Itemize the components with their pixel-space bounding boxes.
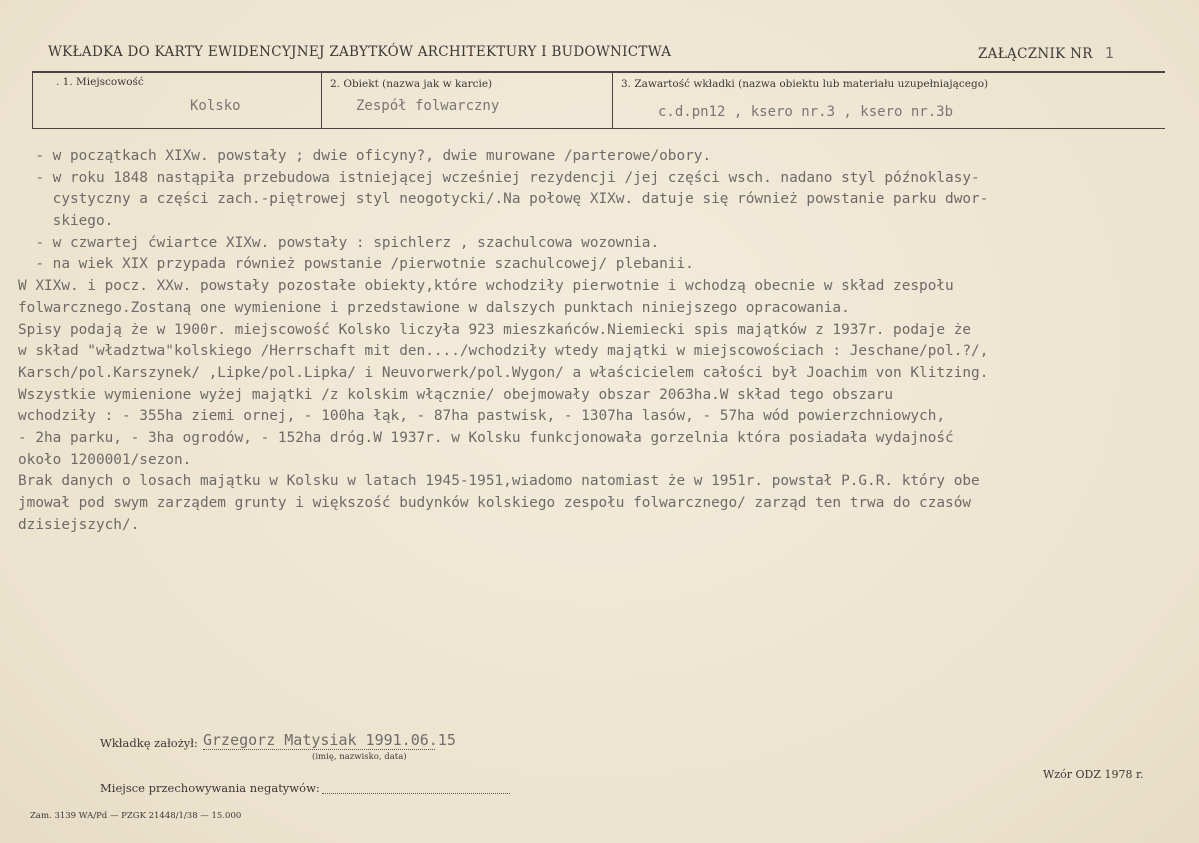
- field-box-top-rule: [32, 71, 1165, 73]
- body-line: - w początkach XIXw. powstały ; dwie oficyny?, dwie murowane /parterowe/obory.: [18, 148, 712, 164]
- author-caption: (imię, nazwisko, data): [312, 752, 407, 762]
- object-label: 2. Obiekt (nazwa jak w karcie): [330, 78, 493, 90]
- negatives-location-label: Miejsce przechowywania negatywów:: [100, 781, 320, 795]
- body-line: wchodziły : - 355ha ziemi ornej, - 100ha łąk, - 87ha pastwisk, - 1307ha lasów, - 57ha wód powierzchniowych,: [18, 408, 946, 425]
- body-line: skiego.: [18, 213, 114, 230]
- object-value: Zespół folwarczny: [356, 98, 500, 114]
- author-label: Wkładkę założył:: [100, 736, 198, 750]
- body-line: - na wiek XIX przypada również powstanie /pierwotnie szachulcowej/ plebanii.: [18, 256, 694, 273]
- negatives-location-dotted-line: [322, 793, 510, 794]
- form-code: Wzór ODZ 1978 r.: [1043, 768, 1144, 781]
- content-value: c.d.pn12 , ksero nr.3 , ksero nr.3b: [658, 104, 954, 120]
- author-dotted-line: [203, 749, 435, 750]
- body-line: - w roku 1848 nastąpiła przebudowa istniejącej wcześniej rezydencji /jej części wsch. nadano styl późnoklasy-: [18, 169, 980, 186]
- field-box-bottom-rule: [32, 128, 1165, 129]
- field-divider-2: [321, 71, 322, 129]
- body-line: Brak danych o losach majątku w Kolsku w latach 1945-1951,wiadomo natomiast że w 1951r. powstał P.G.R. który obe: [18, 473, 980, 490]
- author-value: Grzegorz Matysiak 1991.06.15: [203, 731, 456, 749]
- body-line: - 2ha parku, - 3ha ogrodów, - 152ha dróg.W 1937r. w Kolsku funkcjonowała gorzelnia która posiadała wydajność: [18, 429, 954, 446]
- body-line: Karsch/pol.Karszynek/ ,Lipke/pol.Lipka/ i Neuvorwerk/pol.Wygon/ a właścicielem całości był Joachim von Klitzing.: [18, 364, 989, 381]
- locality-label: . 1. Miejscowość: [56, 76, 144, 88]
- field-divider-1: [32, 71, 33, 129]
- print-info: Zam. 3139 WA/Pd — PZGK 21448/1/38 — 15.000: [30, 811, 242, 821]
- body-line: dzisiejszych/.: [18, 516, 140, 533]
- body-line: Wszystkie wymienione wyżej majątki /z kolskim włącznie/ obejmowały obszar 2063ha.W skład tego obszaru: [18, 386, 894, 403]
- body-line: jmował pod swym zarządem grunty i większość budynków kolskiego zespołu folwarcznego/ zarząd ten trwa do czasów: [18, 495, 972, 511]
- annex-label-text: ZAŁĄCZNIK NR: [978, 46, 1093, 62]
- locality-value: Kolsko: [190, 98, 241, 114]
- body-line: w skład "władztwa"kolskiego /Herrschaft mit den..../wchodziły wtedy majątki w miejscowościach : Jeschane/pol.?/,: [18, 343, 989, 360]
- body-line: - w czwartej ćwiartce XIXw. powstały : spichlerz , szachulcowa wozownia.: [18, 234, 660, 251]
- form-title: WKŁADKA DO KARTY EWIDENCYJNEJ ZABYTKÓW ARCHITEKTURY I BUDOWNICTWA: [48, 44, 672, 60]
- body-line: Spisy podają że w 1900r. miejscowość Kolsko liczyła 923 mieszkańców.Niemiecki spis majątków z 1937r. podaje że: [18, 321, 972, 338]
- annex-number: 1: [1104, 44, 1115, 62]
- body-line: około 1200001/sezon.: [18, 451, 192, 468]
- content-label: 3. Zawartość wkładki (nazwa obiektu lub materiału uzupełniającego): [621, 78, 989, 90]
- body-line: cystyczny a części zach.-piętrowej styl neogotycki/.Na połowę XIXw. datuje się również powstanie parku dwor-: [18, 191, 989, 208]
- annex-label: [978, 44, 1114, 62]
- typed-body-text: [18, 146, 1196, 536]
- field-divider-3: [612, 71, 613, 129]
- body-line: W XIXw. i pocz. XXw. powstały pozostałe obiekty,które wchodziły pierwotnie i wchodzą obecnie w skład zespołu: [18, 278, 954, 295]
- body-line: folwarcznego.Zostaną one wymienione i przedstawione w dalszych punktach niniejszego opracowania.: [18, 299, 850, 316]
